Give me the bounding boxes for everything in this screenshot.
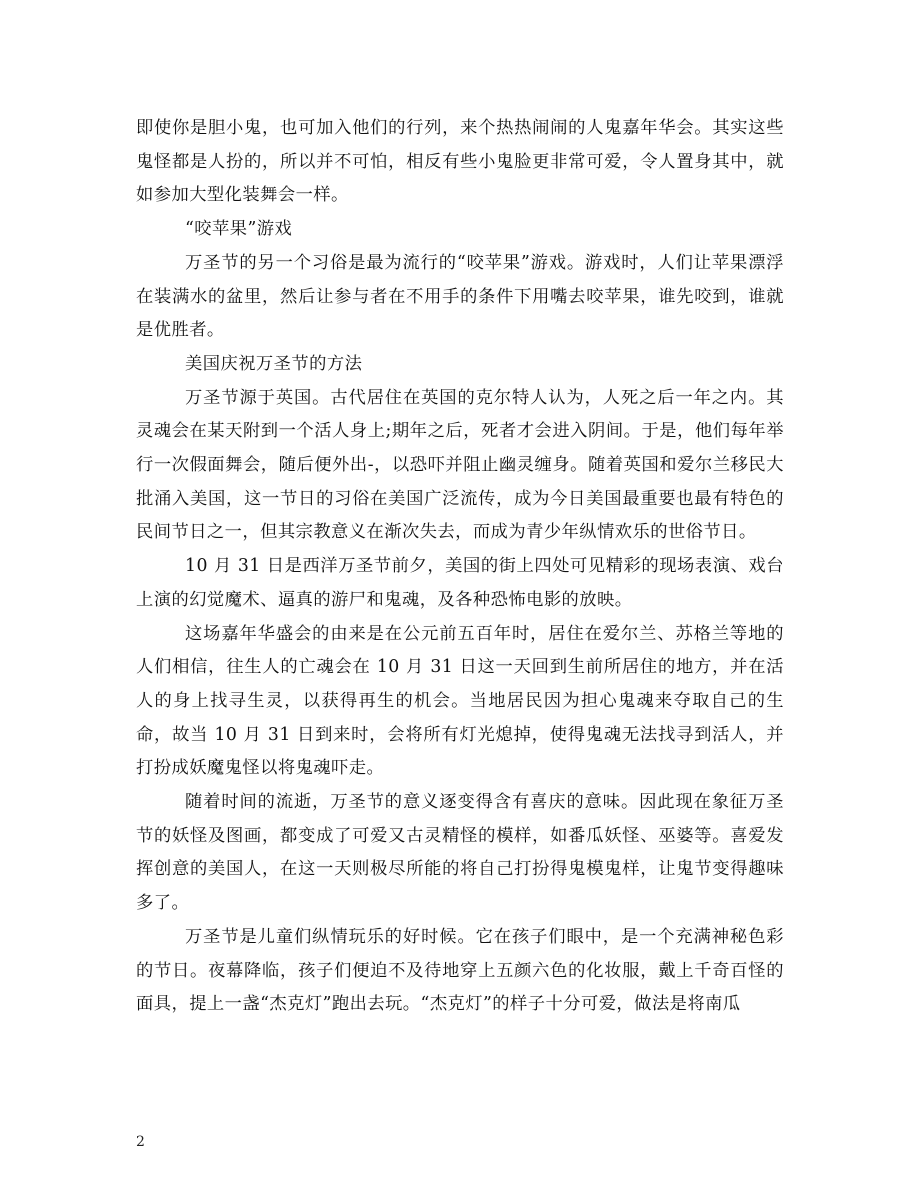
paragraph-october-31-eve: 10 月 31 日是西洋万圣节前夕，美国的街上四处可见精彩的现场表演、戏台上演的幻觉魔术、逼真的游尸和鬼魂，及各种恐怖电影的放映。 xyxy=(136,556,784,610)
page-body xyxy=(136,112,784,1022)
paragraph-carnival-origin: 这场嘉年华盛会的由来是在公元前五百年时，居住在爱尔兰、苏格兰等地的人们相信，往生人的亡魂会在 10 月 31 日这一天回到生前所居住的地方，并在活人的身上找寻生灵，以获得再生的机会。当地居民因为担心鬼魂来夺取自己的生命，故当 10 月 31 日到来时，会将所有灯光熄掉，使得鬼魂无法找寻到活人，并打扮成妖魔鬼怪以将鬼魂吓走。 xyxy=(136,623,784,779)
paragraph-bobbing-apples: 万圣节的另一个习俗是最为流行的“咬苹果”游戏。游戏时，人们让苹果漂浮在装满水的盆里，然后让参与者在不用手的条件下用嘴去咬苹果，谁先咬到，谁就是优胜者。 xyxy=(136,252,784,341)
paragraph-origin: 万圣节源于英国。古代居住在英国的克尔特人认为，人死之后一年之内。其灵魂会在某天附到一个活人身上;期年之后，死者才会进入阴间。于是，他们每年举行一次假面舞会，随后便外出-，以恐吓并阻止幽灵缠身。随着英国和爱尔兰移民大批涌入美国，这一节日的习俗在美国广泛流传，成为今日美国最重要也最有特色的民间节日之一，但其宗教意义在渐次失去，而成为青少年纵情欢乐的世俗节日。 xyxy=(136,387,784,543)
paragraph-costume-fun: 即使你是胆小鬼，也可加入他们的行列，来个热热闹闹的人鬼嘉年华会。其实这些鬼怪都是人扮的，所以并不可怕，相反有些小鬼脸更非常可爱，令人置身其中，就如参加大型化装舞会一样。 xyxy=(136,118,784,206)
heading-american-celebration: 美国庆祝万圣节的方法 xyxy=(185,353,363,374)
paragraph-children-jack-lantern: 万圣节是儿童们纵情玩乐的好时候。它在孩子们眼中，是一个充满神秘色彩的节日。夜幕降临，孩子们便迫不及待地穿上五颜六色的化妆服，戴上千奇百怪的面具，提上一盏“杰克灯”跑出去玩。“杰克灯”的样子十分可爱，做法是将南瓜 xyxy=(136,926,784,1015)
page-number: 2 xyxy=(136,1134,145,1150)
paragraph-meaning-change: 随着时间的流逝，万圣节的意义逐变得含有喜庆的意味。因此现在象征万圣节的妖怪及图画，都变成了可爱又古灵精怪的模样，如番瓜妖怪、巫婆等。喜爱发挥创意的美国人，在这一天则极尽所能的将自己打扮得鬼模鬼样，让鬼节变得趣味多了。 xyxy=(136,792,784,914)
heading-bobbing-apples: “咬苹果”游戏 xyxy=(185,219,293,240)
